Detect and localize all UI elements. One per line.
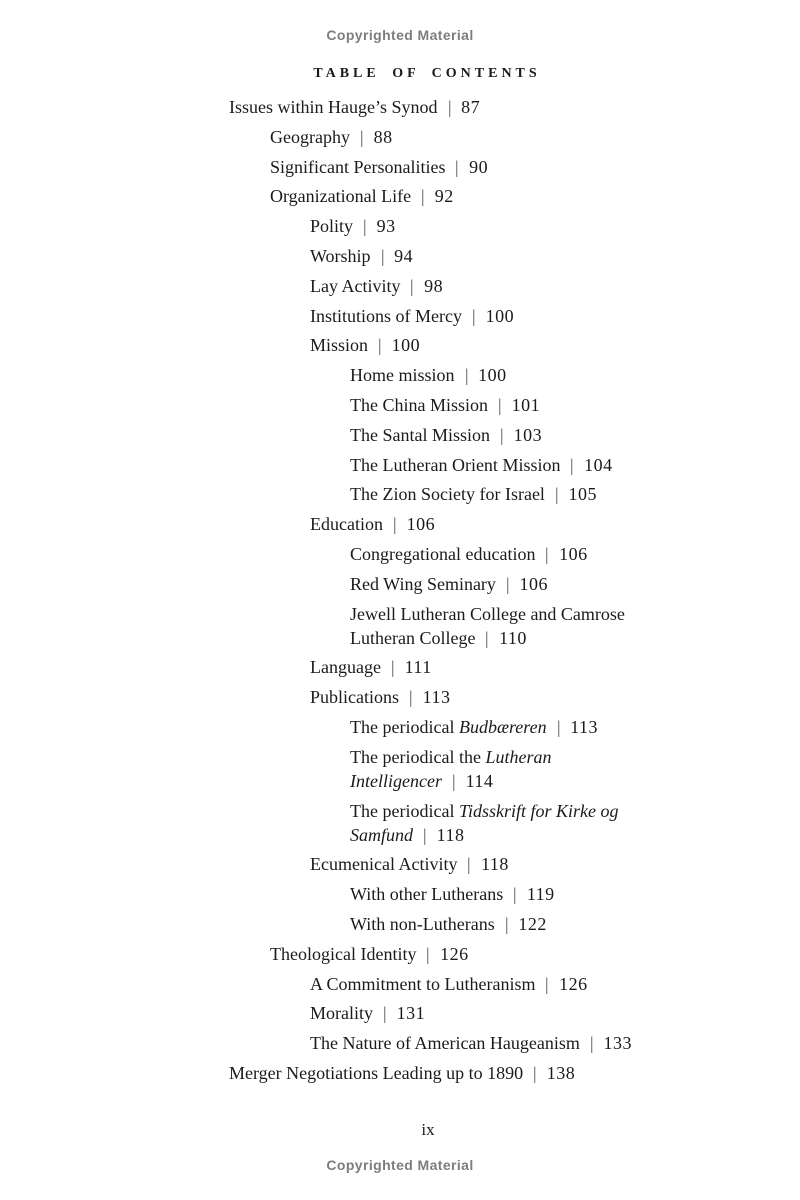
toc-text: The China Mission — [350, 394, 488, 415]
toc-page-number: 118 — [436, 824, 465, 845]
toc-line — [310, 214, 769, 238]
toc-entry — [229, 95, 769, 119]
toc-page-number: 106 — [559, 543, 588, 564]
toc-text-italic: Samfund — [350, 824, 413, 845]
toc-page-number: 106 — [519, 573, 549, 594]
toc-text: The Lutheran Orient Mission — [350, 454, 561, 475]
toc-entry — [229, 852, 769, 876]
toc-page-number: 88 — [373, 126, 393, 147]
toc-text: Mission — [310, 335, 369, 356]
toc-line — [310, 1001, 769, 1025]
toc-text-italic: Lutheran — [485, 746, 552, 767]
toc-line — [310, 972, 769, 996]
toc-text: Morality — [310, 1003, 373, 1024]
toc-entry — [229, 655, 769, 679]
toc-text: The Santal Mission — [350, 424, 490, 445]
separator-bar: | — [410, 275, 414, 296]
toc-line — [350, 769, 769, 793]
separator-bar: | — [447, 97, 451, 117]
separator-bar: | — [498, 394, 502, 415]
toc-text-italic: Intelligencer — [350, 770, 442, 791]
toc-page-number: 133 — [603, 1033, 633, 1054]
toc-text: Red Wing Seminary — [350, 573, 496, 594]
separator-bar: | — [545, 973, 549, 994]
toc-line — [350, 542, 769, 566]
separator-bar: | — [360, 126, 364, 147]
toc-text: The periodical — [350, 716, 459, 737]
separator-bar: | — [423, 824, 427, 845]
toc-page-number: 106 — [406, 514, 436, 535]
toc-page-number: 138 — [546, 1062, 576, 1083]
toc-text: The periodical — [350, 800, 459, 821]
toc-line — [350, 715, 769, 739]
toc-entry — [229, 304, 769, 328]
copyright-notice-top: Copyrighted Material — [326, 27, 474, 43]
toc-page-number: 94 — [394, 245, 414, 266]
toc-entry — [229, 1061, 769, 1085]
toc-page-number: 111 — [404, 657, 432, 678]
toc-text: Jewell Lutheran College and Camrose — [350, 603, 625, 624]
toc-page-number: 90 — [469, 156, 489, 177]
toc-text: A Commitment to Lutheranism — [310, 973, 536, 994]
toc-text: Publications — [310, 687, 399, 708]
separator-bar: | — [533, 1062, 537, 1083]
toc-line — [310, 274, 769, 298]
toc-text-italic: Budbæreren — [458, 716, 547, 737]
toc-line — [350, 363, 769, 387]
toc-page-number: 100 — [391, 335, 421, 356]
toc-page-number: 87 — [461, 97, 481, 117]
toc-text: The periodical the — [350, 746, 486, 767]
toc-line — [350, 602, 769, 626]
toc-page-number: 126 — [559, 973, 588, 994]
toc-entry — [229, 745, 769, 793]
toc-list — [229, 95, 769, 1091]
toc-page-number: 104 — [584, 454, 613, 475]
toc-entry — [229, 333, 769, 357]
separator-bar: | — [472, 305, 476, 326]
toc-entry — [229, 942, 769, 966]
toc-line — [310, 304, 769, 328]
toc-line — [229, 95, 769, 119]
toc-page-number: 92 — [434, 186, 454, 207]
separator-bar: | — [570, 454, 574, 475]
toc-text: The Zion Society for Israel — [350, 484, 545, 505]
separator-bar: | — [500, 424, 504, 445]
toc-text: Lay Activity — [310, 275, 401, 296]
toc-text: The Nature of American Haugeanism — [310, 1033, 580, 1054]
toc-text: Worship — [310, 245, 371, 266]
toc-text: Polity — [310, 216, 354, 237]
toc-entry — [229, 542, 769, 566]
toc-line — [350, 453, 769, 477]
toc-page-number: 101 — [511, 394, 541, 415]
toc-text-italic: Tidsskrift for Kirke og — [458, 800, 619, 821]
toc-text: Language — [310, 657, 381, 678]
toc-line — [310, 333, 769, 357]
folio-page-number: ix — [421, 1120, 435, 1139]
toc-entry — [229, 715, 769, 739]
separator-bar: | — [464, 365, 468, 386]
toc-line — [350, 882, 769, 906]
separator-bar: | — [380, 245, 384, 266]
separator-bar: | — [455, 156, 459, 177]
page-title: TABLE OF CONTENTS — [313, 66, 541, 81]
toc-line — [350, 572, 769, 596]
toc-entry — [229, 453, 769, 477]
toc-page-number: 119 — [526, 884, 555, 905]
toc-entry — [229, 912, 769, 936]
toc-page-number: 103 — [513, 424, 543, 445]
toc-line — [310, 1031, 769, 1055]
toc-entry — [229, 799, 769, 847]
toc-text: Geography — [270, 126, 350, 147]
copyright-notice-bottom: Copyrighted Material — [326, 1157, 474, 1173]
toc-text: Issues within Hauge’s Synod — [229, 97, 438, 117]
toc-line — [350, 745, 769, 769]
separator-bar: | — [505, 913, 508, 934]
toc-text: Ecumenical Activity — [310, 854, 458, 875]
toc-page-number: 98 — [424, 275, 444, 296]
toc-line — [310, 655, 769, 679]
toc-entry — [229, 214, 769, 238]
toc-entry — [229, 184, 769, 208]
toc-line — [229, 1061, 769, 1085]
toc-line — [270, 184, 769, 208]
toc-entry — [229, 685, 769, 709]
toc-entry — [229, 1001, 769, 1025]
toc-page-number: 100 — [485, 305, 515, 326]
toc-entry — [229, 512, 769, 536]
separator-bar: | — [378, 335, 382, 356]
toc-page-number: 105 — [568, 484, 598, 505]
separator-bar: | — [485, 627, 489, 648]
toc-entry — [229, 155, 769, 179]
toc-entry — [229, 274, 769, 298]
toc-text: Education — [310, 514, 383, 535]
separator-bar: | — [590, 1033, 594, 1054]
toc-entry — [229, 972, 769, 996]
toc-line — [310, 512, 769, 536]
separator-bar: | — [467, 854, 471, 875]
toc-page-number: 110 — [499, 627, 527, 648]
separator-bar: | — [513, 884, 517, 905]
toc-entry — [229, 882, 769, 906]
toc-entry — [229, 393, 769, 417]
toc-line — [270, 155, 769, 179]
toc-text: With other Lutherans — [350, 884, 504, 905]
separator-bar: | — [393, 514, 397, 535]
toc-text: Congregational education — [350, 543, 536, 564]
toc-line — [310, 244, 769, 268]
toc-line — [310, 852, 769, 876]
toc-text: Home mission — [350, 365, 455, 386]
toc-line — [350, 393, 769, 417]
toc-text: With non-Lutherans — [350, 913, 495, 934]
toc-page-number: 131 — [396, 1003, 426, 1024]
toc-line — [350, 626, 769, 650]
separator-bar: | — [556, 716, 560, 737]
toc-line — [270, 125, 769, 149]
separator-bar: | — [506, 573, 510, 594]
toc-page-number: 126 — [440, 943, 469, 964]
separator-bar: | — [363, 216, 367, 237]
separator-bar: | — [409, 687, 413, 708]
toc-entry — [229, 363, 769, 387]
toc-line — [350, 423, 769, 447]
toc-line — [350, 799, 769, 823]
toc-line — [310, 685, 769, 709]
separator-bar: | — [555, 484, 559, 505]
toc-page-number: 113 — [422, 687, 451, 708]
separator-bar: | — [452, 770, 456, 791]
toc-text: Organizational Life — [270, 186, 412, 207]
toc-entry — [229, 423, 769, 447]
toc-page-number: 114 — [465, 770, 494, 791]
toc-text: Institutions of Mercy — [310, 305, 462, 326]
separator-bar: | — [426, 943, 430, 964]
toc-page-number: 118 — [481, 854, 509, 875]
toc-text: Lutheran College — [350, 627, 476, 648]
toc-page-number: 100 — [478, 365, 507, 386]
toc-line — [350, 912, 769, 936]
toc-entry — [229, 572, 769, 596]
separator-bar: | — [391, 657, 395, 678]
toc-entry — [229, 602, 769, 650]
toc-text: Merger Negotiations Leading up to 1890 — [229, 1062, 524, 1083]
toc-line — [270, 942, 769, 966]
toc-entry — [229, 482, 769, 506]
toc-text: Theological Identity — [270, 943, 417, 964]
toc-page-number: 122 — [518, 913, 547, 934]
separator-bar: | — [383, 1003, 387, 1024]
toc-line — [350, 482, 769, 506]
toc-entry — [229, 244, 769, 268]
toc-line — [350, 823, 769, 847]
toc-entry — [229, 125, 769, 149]
separator-bar: | — [545, 543, 549, 564]
separator-bar: | — [421, 186, 425, 207]
toc-page-number: 113 — [570, 716, 599, 737]
toc-entry — [229, 1031, 769, 1055]
toc-text: Significant Personalities — [270, 156, 446, 177]
toc-page-number: 93 — [376, 216, 396, 237]
